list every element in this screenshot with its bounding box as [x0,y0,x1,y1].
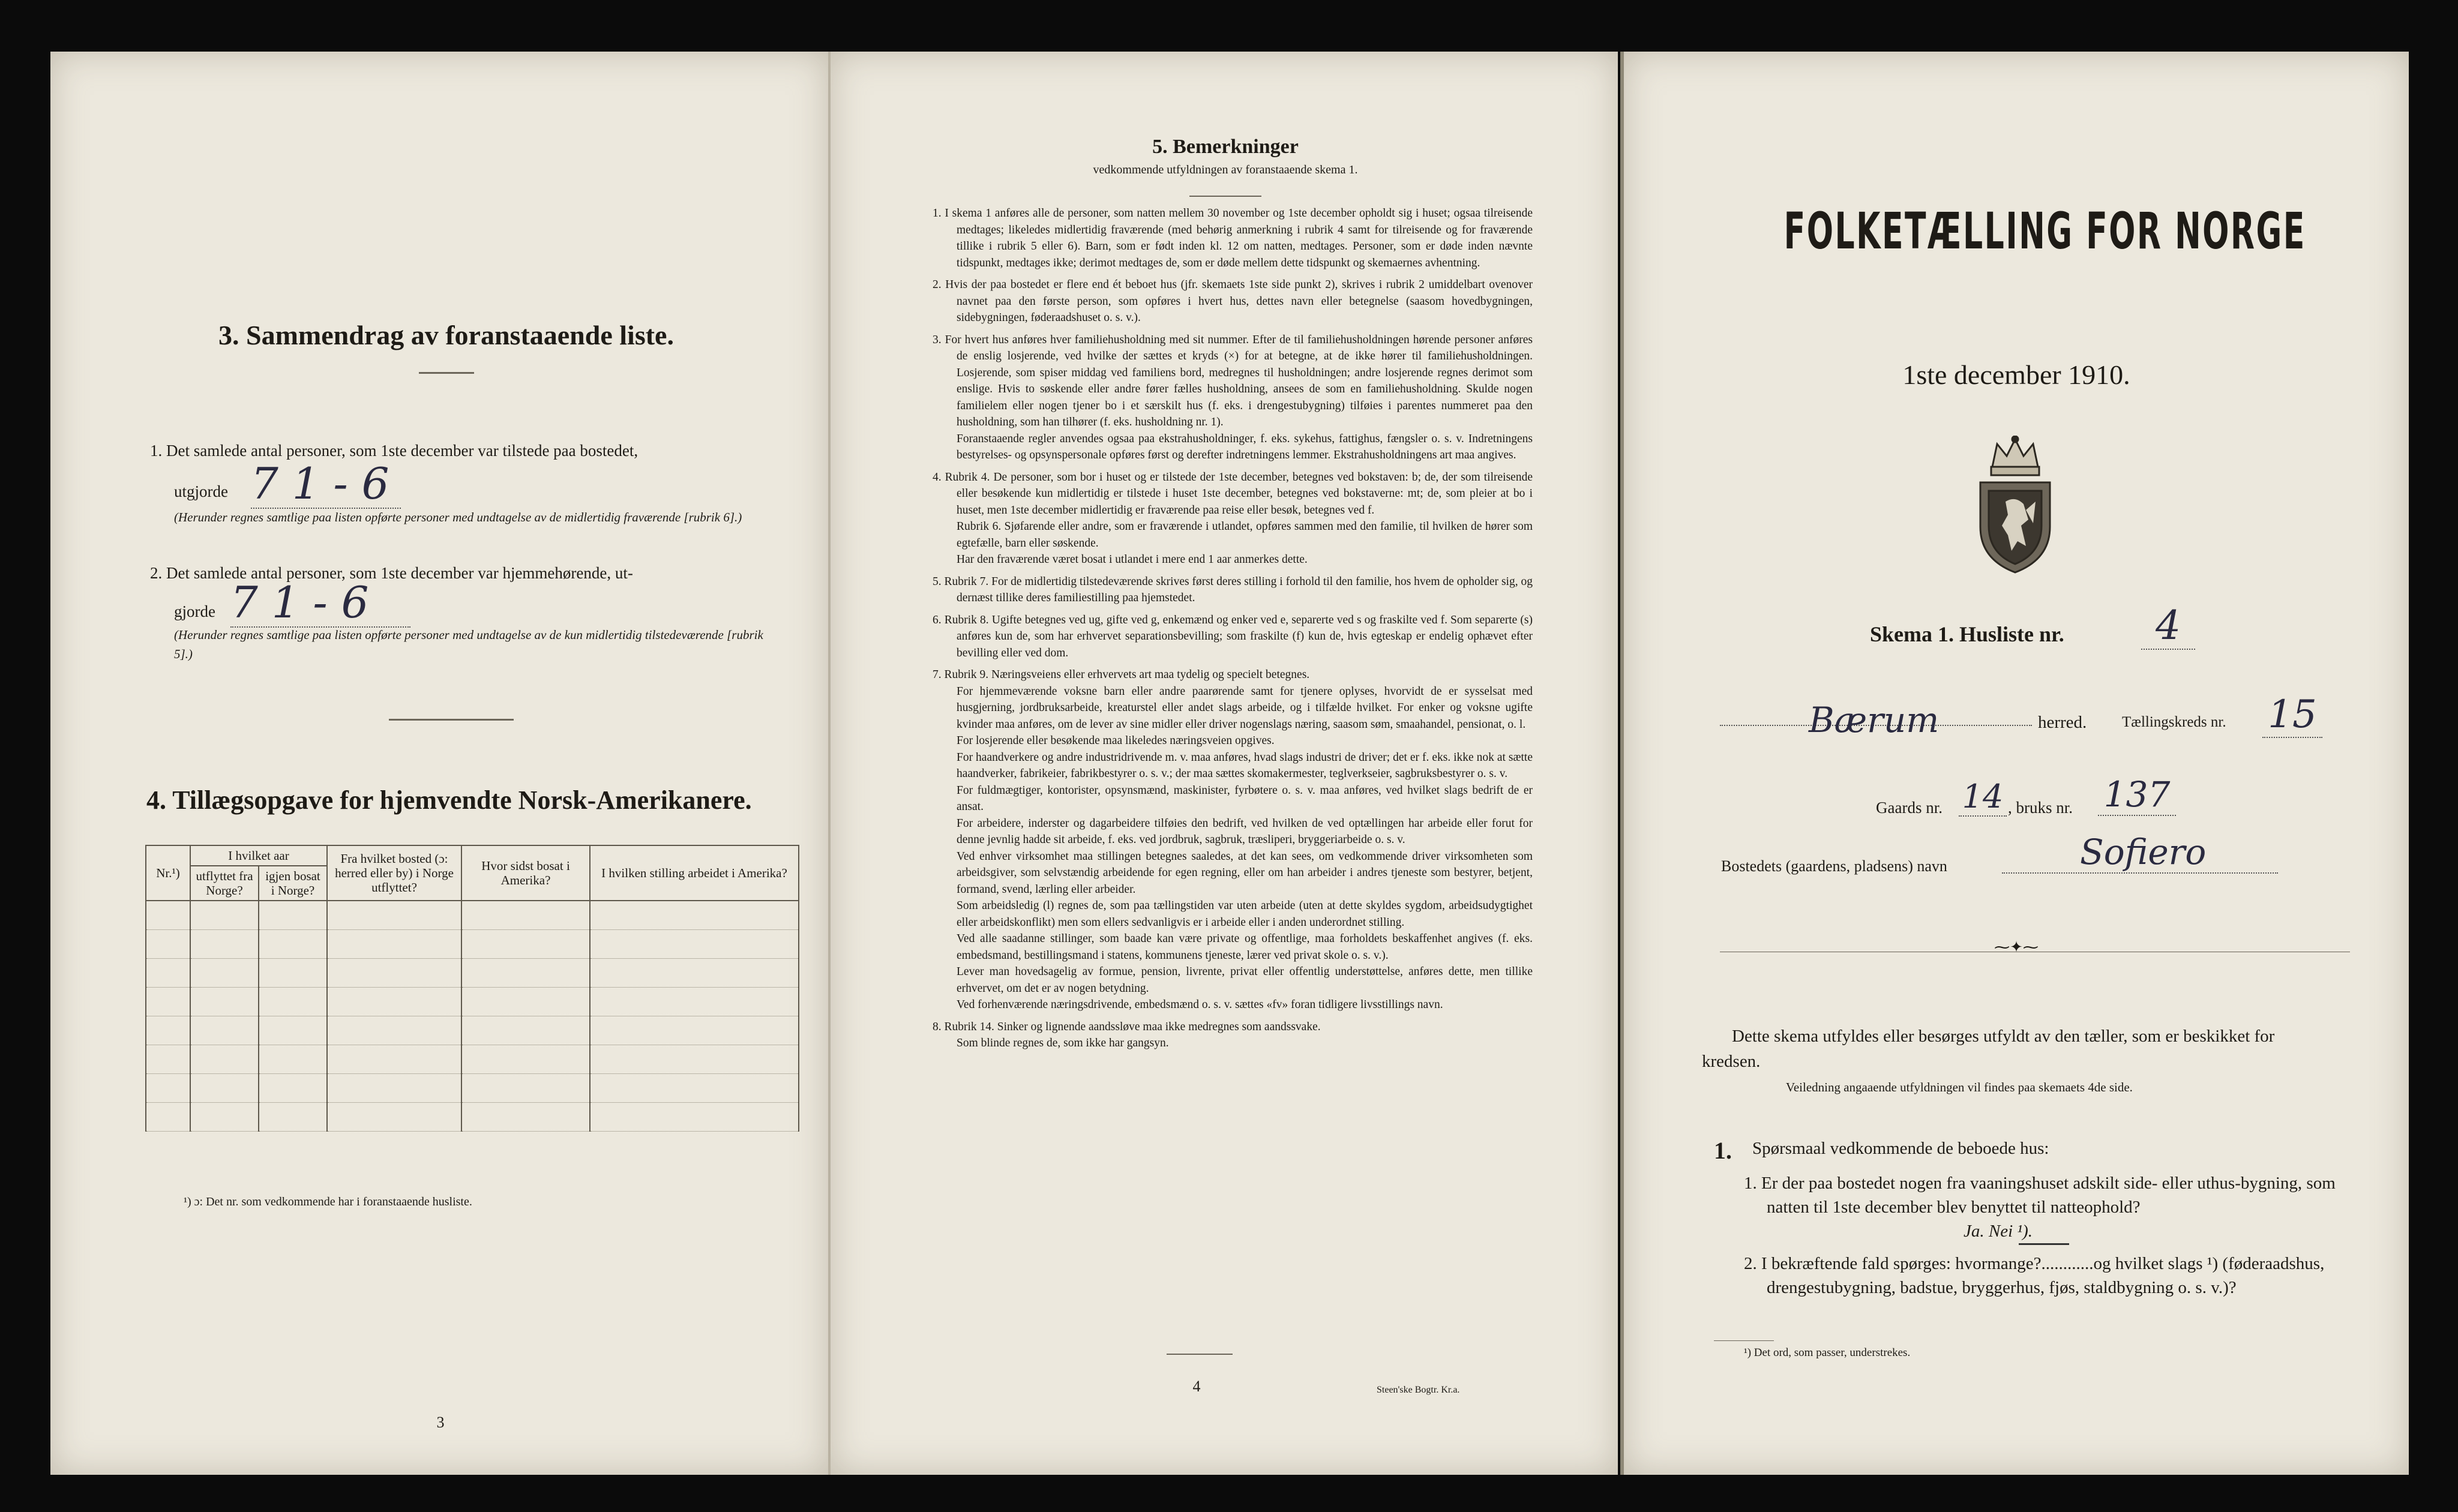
col-igjen-bosat: igjen bosat i Norge? [259,866,327,901]
item-1-text: 1. Det samlede antal personer, som 1ste december var tilstede paa bostedet, [150,442,639,460]
printer-imprint: Steen'ske Bogtr. Kr.a. [1377,1385,1460,1395]
remark-8b: Som blinde regnes de, som ikke har gangsyn. [957,1037,1169,1049]
cover-footnote: ¹) Det ord, som passer, understrekes. [1744,1346,1911,1359]
page-3-summary [50,52,828,1475]
remark-7: 7. Rubrik 9. Næringsveiens eller erhvervets art maa tydelig og specielt betegnes. [933,668,1310,681]
remark-7e: For fuldmægtiger, kontorister, opsynsmænd, maskinister, fyrbøtere o. s. v. maa anføres, ved hvilket slags bedrift de er ansat. [957,784,1533,813]
remark-7k: Ved forhenværende næringsdrivende, embedsmænd o. s. v. sættes «fv» foran tidligere livsstillings navn. [957,998,1443,1011]
remark-7i: Ved alle saadanne stillinger, som baade kan være private og offentlige, maa forholdets beskaffenhet angives (f. eks. embedsmand, bestillingsmand i statens, kommunens tjeneste, lærer ved privat skole o. s. v.). [957,932,1533,962]
skema-label: Skema 1. Husliste nr. [1870,622,2064,646]
divider [1714,1340,1774,1341]
table-row [146,1016,799,1045]
remark-1: 1. I skema 1 anføres alle de personer, som natten mellem 30 november og 1ste december opholdt sig i huset; ogsaa tilreisende medtages; likeledes midlertidig fraværende (med behørig anmerkning i rubrik 4 samt for tilreisende og for fraværende tillike i rubrik 5 eller 6). Barn, som er født inden kl. 12 om natten, medtages. Personer, som er døde inden nævnte tidspunkt, medtages ikke; derimot medtages de, som er døde mellem dette tidspunkt og skemaernes avhentning. [933,207,1533,269]
col-nr: Nr.¹) [146,845,190,901]
herred-label: herred. [2038,713,2087,732]
page-4-remarks [828,52,1618,1475]
divider [1189,196,1261,197]
table-row [146,1074,799,1103]
item-2-value: 7 1 - 6 [230,578,410,628]
remark-7c: For losjerende eller besøkende maa likeledes næringsveien opgives. [957,734,1275,747]
remark-7h: Som arbeidsledig (l) regnes de, som paa tællingstiden var uten arbeide (uten at dette skyldes sygdom, arbeidsudygtighet eller arbeidskonflikt) men som ellers sedvanligvis er i arbeide eller i anden underordnet stilling. [957,899,1533,929]
kreds-label: Tællingskreds nr. [2122,714,2226,730]
table-row [146,930,799,959]
table-row [146,988,799,1016]
norway-coat-of-arms-icon [1968,436,2062,577]
remark-7j: Lever man hovedsagelig av formue, pension, livrente, privat eller offentlig understøttelse, anføres dette, men tillike erhvervet, om det er av nogen betydning. [957,965,1533,995]
gaards-value: 14 [1959,778,2007,817]
title-wrap [1624,202,2409,260]
table-row [146,959,799,988]
item-1-note: (Herunder regnes samtlige paa listen opførte personer med undtagelse av de midlertidig fraværende [rubrik 6].) [174,510,742,524]
page-1-cover [1620,52,2409,1475]
remark-6: 6. Rubrik 8. Ugifte betegnes ved ug, gifte ved g, enkemænd og enker ved e, separerte ved s og fraskilte ved f. Som separerte (s) anføres kun de, som har erhvervet separationsbevilling; som fraskilte (f) kun de, hvis egteskap er endelig ophævet efter bevilling eller ved dom. [933,613,1533,659]
section-4-title: 4. Tillægsopgave for hjemvendte Norsk-Amerikanere. [146,785,752,815]
census-title: FOLKETÆLLING FOR NORGE [1783,202,2306,260]
census-date: 1ste december 1910. [1902,359,2130,390]
item-1-prefix: utgjorde [174,482,228,500]
remark-4c: Har den fraværende været bosat i utlandet i mere end 1 aar anmerkes dette. [957,553,1308,566]
remark-3b: Foranstaaende regler anvendes ogsaa paa ekstrahusholdninger, f. eks. sykehus, fattighus, fængsler o. s. v. Indretningens bestyrelses- og opsynspersonale opføres først og derefter indretningens lemmer. Ekstrahusholdningens art maa angives. [957,432,1533,461]
gaards-label: Gaards nr. [1876,799,1943,817]
remark-7d: For haandverkere og andre industridrivende m. v. maa anføres, hvad slags industri de driver; det er f. eks. ikke nok at sætte haandverker, fabrikeier, fabrikbestyrer o. s. v.; der maa sættes skomakermester, teglverkseier, sagbruksbestyrer o. s. v. [957,751,1533,780]
veiledning-text: Veiledning angaaende utfyldningen vil findes paa skemaets 4de side. [1786,1080,2133,1094]
instruction-text: Dette skema utfyldes eller besørges utfyldt av den tæller, som er beskikket for kredsen. [1702,1027,2275,1071]
remark-2: 2. Hvis der paa bostedet er flere end ét beboet hus (jfr. skemaets 1ste side punkt 2), skrives i rubrik 2 umiddelbart ovenover navnet paa den første person, som opføres i hvert hus, dettes navn eller betegnelse (saasom hovedbygningen, sidebygningen, føderaadshuset o. s. v.). [933,278,1533,324]
bosted-label: Bostedets (gaardens, pladsens) navn [1721,857,1947,875]
norsk-amerikanere-table [145,845,799,1132]
col-utflyttet: utflyttet fra Norge? [190,866,259,901]
divider [1167,1354,1233,1355]
col-fra-bosted: Fra hvilket bosted (ɔ: herred eller by) i Norge utflyttet? [327,845,461,901]
remark-7b: For hjemmeværende voksne barn eller andre paarørende samt for tjenere oplyses, hvorvidt de er sysselsat med husgjerning, jordbruksarbeide, kreaturstel eller andet slags arbeide, og i tilfælde hvilket. For enker og voksne ugifte kvinder maa anføres, om de lever av sine midler eller driver nogenslags næring, saasom søm, smaahandel, pensionat, o. l. [957,685,1533,731]
question-1: 1. Er der paa bostedet nogen fra vaaningshuset adskilt side- eller uthus-bygning, som natten til 1ste december blev benyttet til natteophold? [1744,1174,2336,1217]
page-number: 4 [1192,1378,1201,1395]
kreds-value: 15 [2262,692,2322,738]
remark-7f: For arbeidere, inderster og dagarbeidere tilføies den bedrift, ved hvilken de ved optællingen har arbeide eller forut for denne jevnlig hadde sit arbeide, f. eks. ved jordbruk, sagbruk, træsliperi, bryggeriarbeide o. s. v. [957,817,1533,846]
remark-7g: Ved enhver virksomhet maa stillingen betegnes saaledes, at det kan sees, om vedkommende driver virksomheten som arbeidsgiver, som selvstændig arbeidende for egen regning, eller om han arbeider i andres tjeneste som bestyrer, betjent, formand, svend, lærling eller arbeider. [957,850,1533,896]
remarks-body [933,205,1533,1057]
section-3-title: 3. Sammendrag av foranstaaende liste. [218,320,674,350]
item-2-text: 2. Det samlede antal personer, som 1ste december var hjemmehørende, ut- [150,564,633,582]
item-1-value: 7 1 - 6 [251,460,401,509]
question-header-number: 1. [1714,1137,1732,1164]
question-header: Spørsmaal vedkommende de beboede hus: [1752,1139,2049,1158]
remark-4b: Rubrik 6. Sjøfarende eller andre, som er fraværende i utlandet, opføres sammen med den familie, til hvilken de hører som egtefælle, barn eller søskende. [957,520,1533,550]
col-stilling: I hvilken stilling arbeidet i Amerika? [590,845,799,901]
remark-3: 3. For hvert hus anføres hver familiehusholdning med sit nummer. Efter de til familiehusholdningen hørende personer anføres de enslig losjerende, ved hvilke der sættes et kryds (×) for at betegne, at de ikke hører til familiehusholdningen. Losjerende, som spiser middag ved familiens bord, medregnes til husholdningen; andre losjerende regnes derimot som enslige. Hvis to søskende eller andre fører fælles husholdning, ansees de som en familiehusholdning. Skulde nogen familielem eller nogen tjener bo i et særskilt hus (f. eks. i drengestubygning) tilføies i parentes nummeret paa den husholdning, som han tilhører (f. eks. husholdning nr. 1). [933,333,1533,428]
herred-value: Bærum [1809,700,1940,740]
ornament-icon: ⁓✦⁓ [1994,938,2039,956]
answer-underline [2019,1243,2069,1245]
table-row [146,901,799,930]
bruks-value: 137 [2098,774,2176,816]
table-row [146,1103,799,1132]
table-footnote: ¹) ɔ: Det nr. som vedkommende har i foranstaaende husliste. [184,1195,472,1208]
page-number: 3 [436,1414,445,1431]
item-2-prefix: gjorde [174,602,215,620]
item-2-note: (Herunder regnes samtlige paa listen opførte personer med undtagelse av de kun midlertidig tilstedeværende [rubrik 5].) [174,628,763,661]
husliste-nr-value: 4 [2141,602,2195,650]
remark-8: 8. Rubrik 14. Sinker og lignende aandssløve maa ikke medregnes som aandssvake. [933,1020,1321,1033]
question-2: 2. I bekræftende fald spørges: hvormange?............og hvilket slags ¹) (føderaadshus, drengestubygning, badstue, bryggerhus, fjøs, staldbygning o. s. v.)? [1744,1254,2325,1297]
bosted-value: Sofiero [2002,832,2278,874]
col-group-year: I hvilket aar [190,845,327,866]
remark-5: 5. Rubrik 7. For de midlertidig tilstedeværende skrives først deres stilling i forhold til den familie, hos hvem de opholder sig, og dernæst tillike deres familiestilling paa hjemstedet. [933,575,1533,604]
remarks-subtitle: vedkommende utfyldningen av foranstaaende skema 1. [1093,163,1358,176]
question-1-answer: Ja. Nei ¹). [1964,1222,2033,1241]
col-hvor-bosat: Hvor sidst bosat i Amerika? [461,845,590,901]
table-row [146,1045,799,1074]
divider [389,719,514,721]
divider [419,372,474,374]
remark-4: 4. Rubrik 4. De personer, som bor i huset og er tilstede der 1ste december, betegnes ved bokstaven: b; de, der som tilreisende eller besøkende kun midlertidig er tilstede i huset 1ste december, betegnes ved bokstaverne: mt; de, som pleier at bo i huset, men 1ste december midlertidig er fraværende paa reise eller besøk, betegnes ved f. [933,470,1533,517]
bruks-label: , bruks nr. [2008,799,2073,817]
remarks-title: 5. Bemerkninger [1152,136,1299,158]
